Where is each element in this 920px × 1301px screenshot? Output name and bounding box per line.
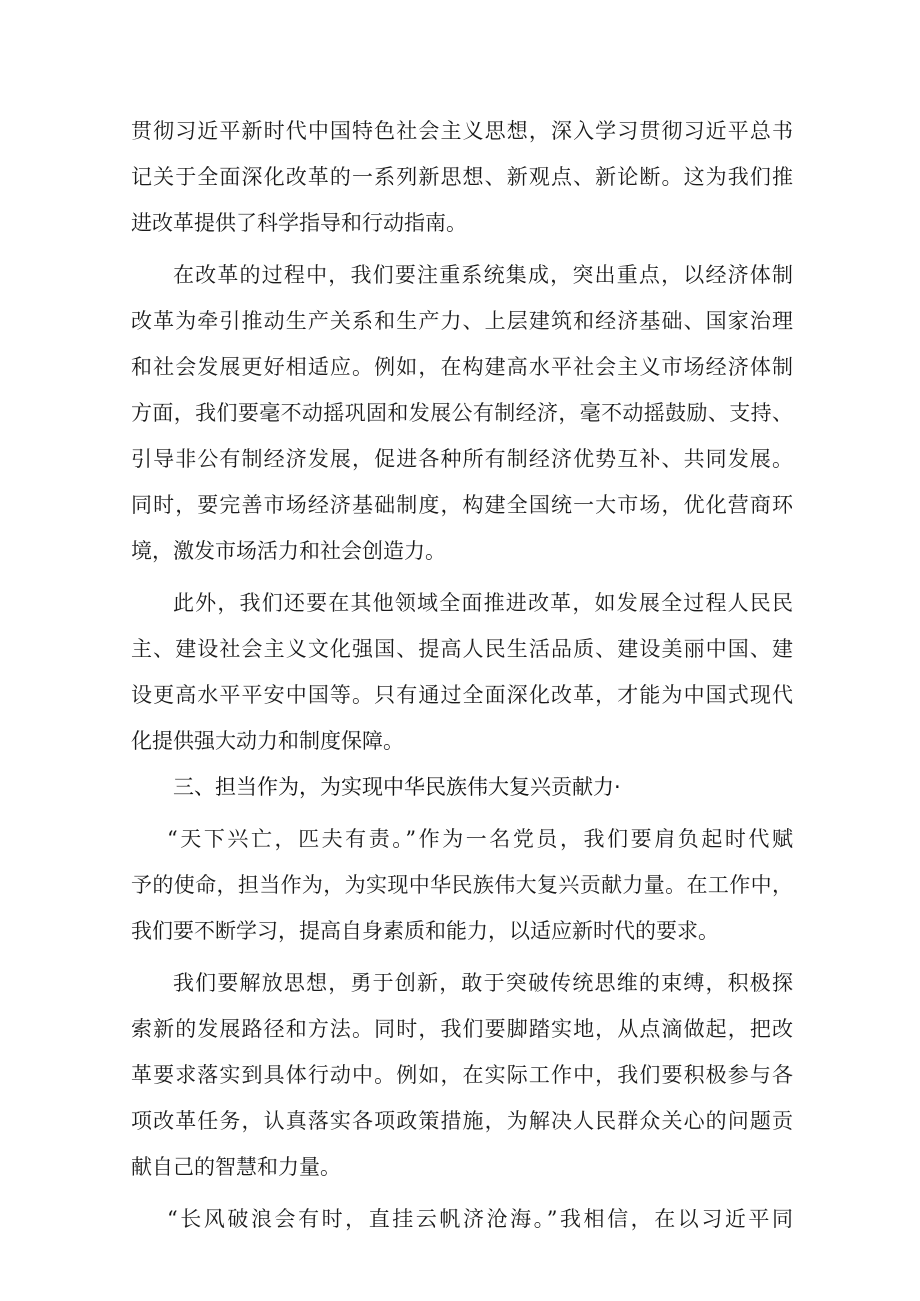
text-line: 我们要解放思想，勇于创新，敢于突破传统思维的束缚，积极探 [173,971,793,995]
paragraph [131,816,793,954]
paragraph [131,252,793,574]
paragraph [131,1196,793,1242]
text-line: “长风破浪会有时，直挂云帆济沧海。”我相信，在以习近平同 [167,1207,793,1231]
text-line: 献自己的智慧和力量。 [131,1155,341,1179]
paragraph [131,580,793,764]
text-line: 在改革的过程中，我们要注重系统集成，突出重点，以经济体制 [173,263,793,287]
text-line: 主、建设社会主义文化强国、提高人民生活品质、建设美丽中国、建 [131,637,793,661]
text-line: 予的使命，担当作为，为实现中华民族伟大复兴贡献力量。在工作中， [131,873,793,897]
text-line: 贯彻习近平新时代中国特色社会主义思想，深入学习贯彻习近平总书 [131,119,793,143]
text-line: 境，激发市场活力和社会创造力。 [131,539,446,563]
text-line: “天下兴亡，匹夫有责。”作为一名党员，我们要肩负起时代赋 [167,827,793,851]
text-line: 此外，我们还要在其他领域全面推进改革，如发展全过程人民民 [173,591,793,615]
section-heading: 三、担当作为，为实现中华民族伟大复兴贡献力· [173,775,621,799]
paragraph [131,960,793,1190]
text-line: 设更高水平平安中国等。只有通过全面深化改革，才能为中国式现代 [131,683,793,707]
text-line: 同时，要完善市场经济基础制度，构建全国统一大市场，优化营商环 [131,493,793,517]
paragraph [131,108,793,246]
text-line: 我们要不断学习，提高自身素质和能力，以适应新时代的要求。 [131,919,719,943]
text-line: 项改革任务，认真落实各项政策措施，为解决人民群众关心的问题贡 [131,1109,793,1133]
text-line: 引导非公有制经济发展，促进各种所有制经济优势互补、共同发展。 [131,447,793,471]
text-line: 记关于全面深化改革的一系列新思想、新观点、新论断。这为我们推 [131,165,793,189]
document-body [131,108,793,1242]
text-line: 方面，我们要毫不动摇巩固和发展公有制经济，毫不动摇鼓励、支持、 [131,401,793,425]
text-line: 革要求落实到具体行动中。例如，在实际工作中，我们要积极参与各 [131,1063,793,1087]
text-line: 进改革提供了科学指导和行动指南。 [131,211,467,235]
text-line: 化提供强大动力和制度保障。 [131,729,404,753]
text-line: 索新的发展路径和方法。同时，我们要脚踏实地，从点滴做起，把改 [131,1017,793,1041]
text-line: 改革为牵引推动生产关系和生产力、上层建筑和经济基础、国家治理 [131,309,793,333]
text-line: 和社会发展更好相适应。例如，在构建高水平社会主义市场经济体制 [131,355,793,379]
